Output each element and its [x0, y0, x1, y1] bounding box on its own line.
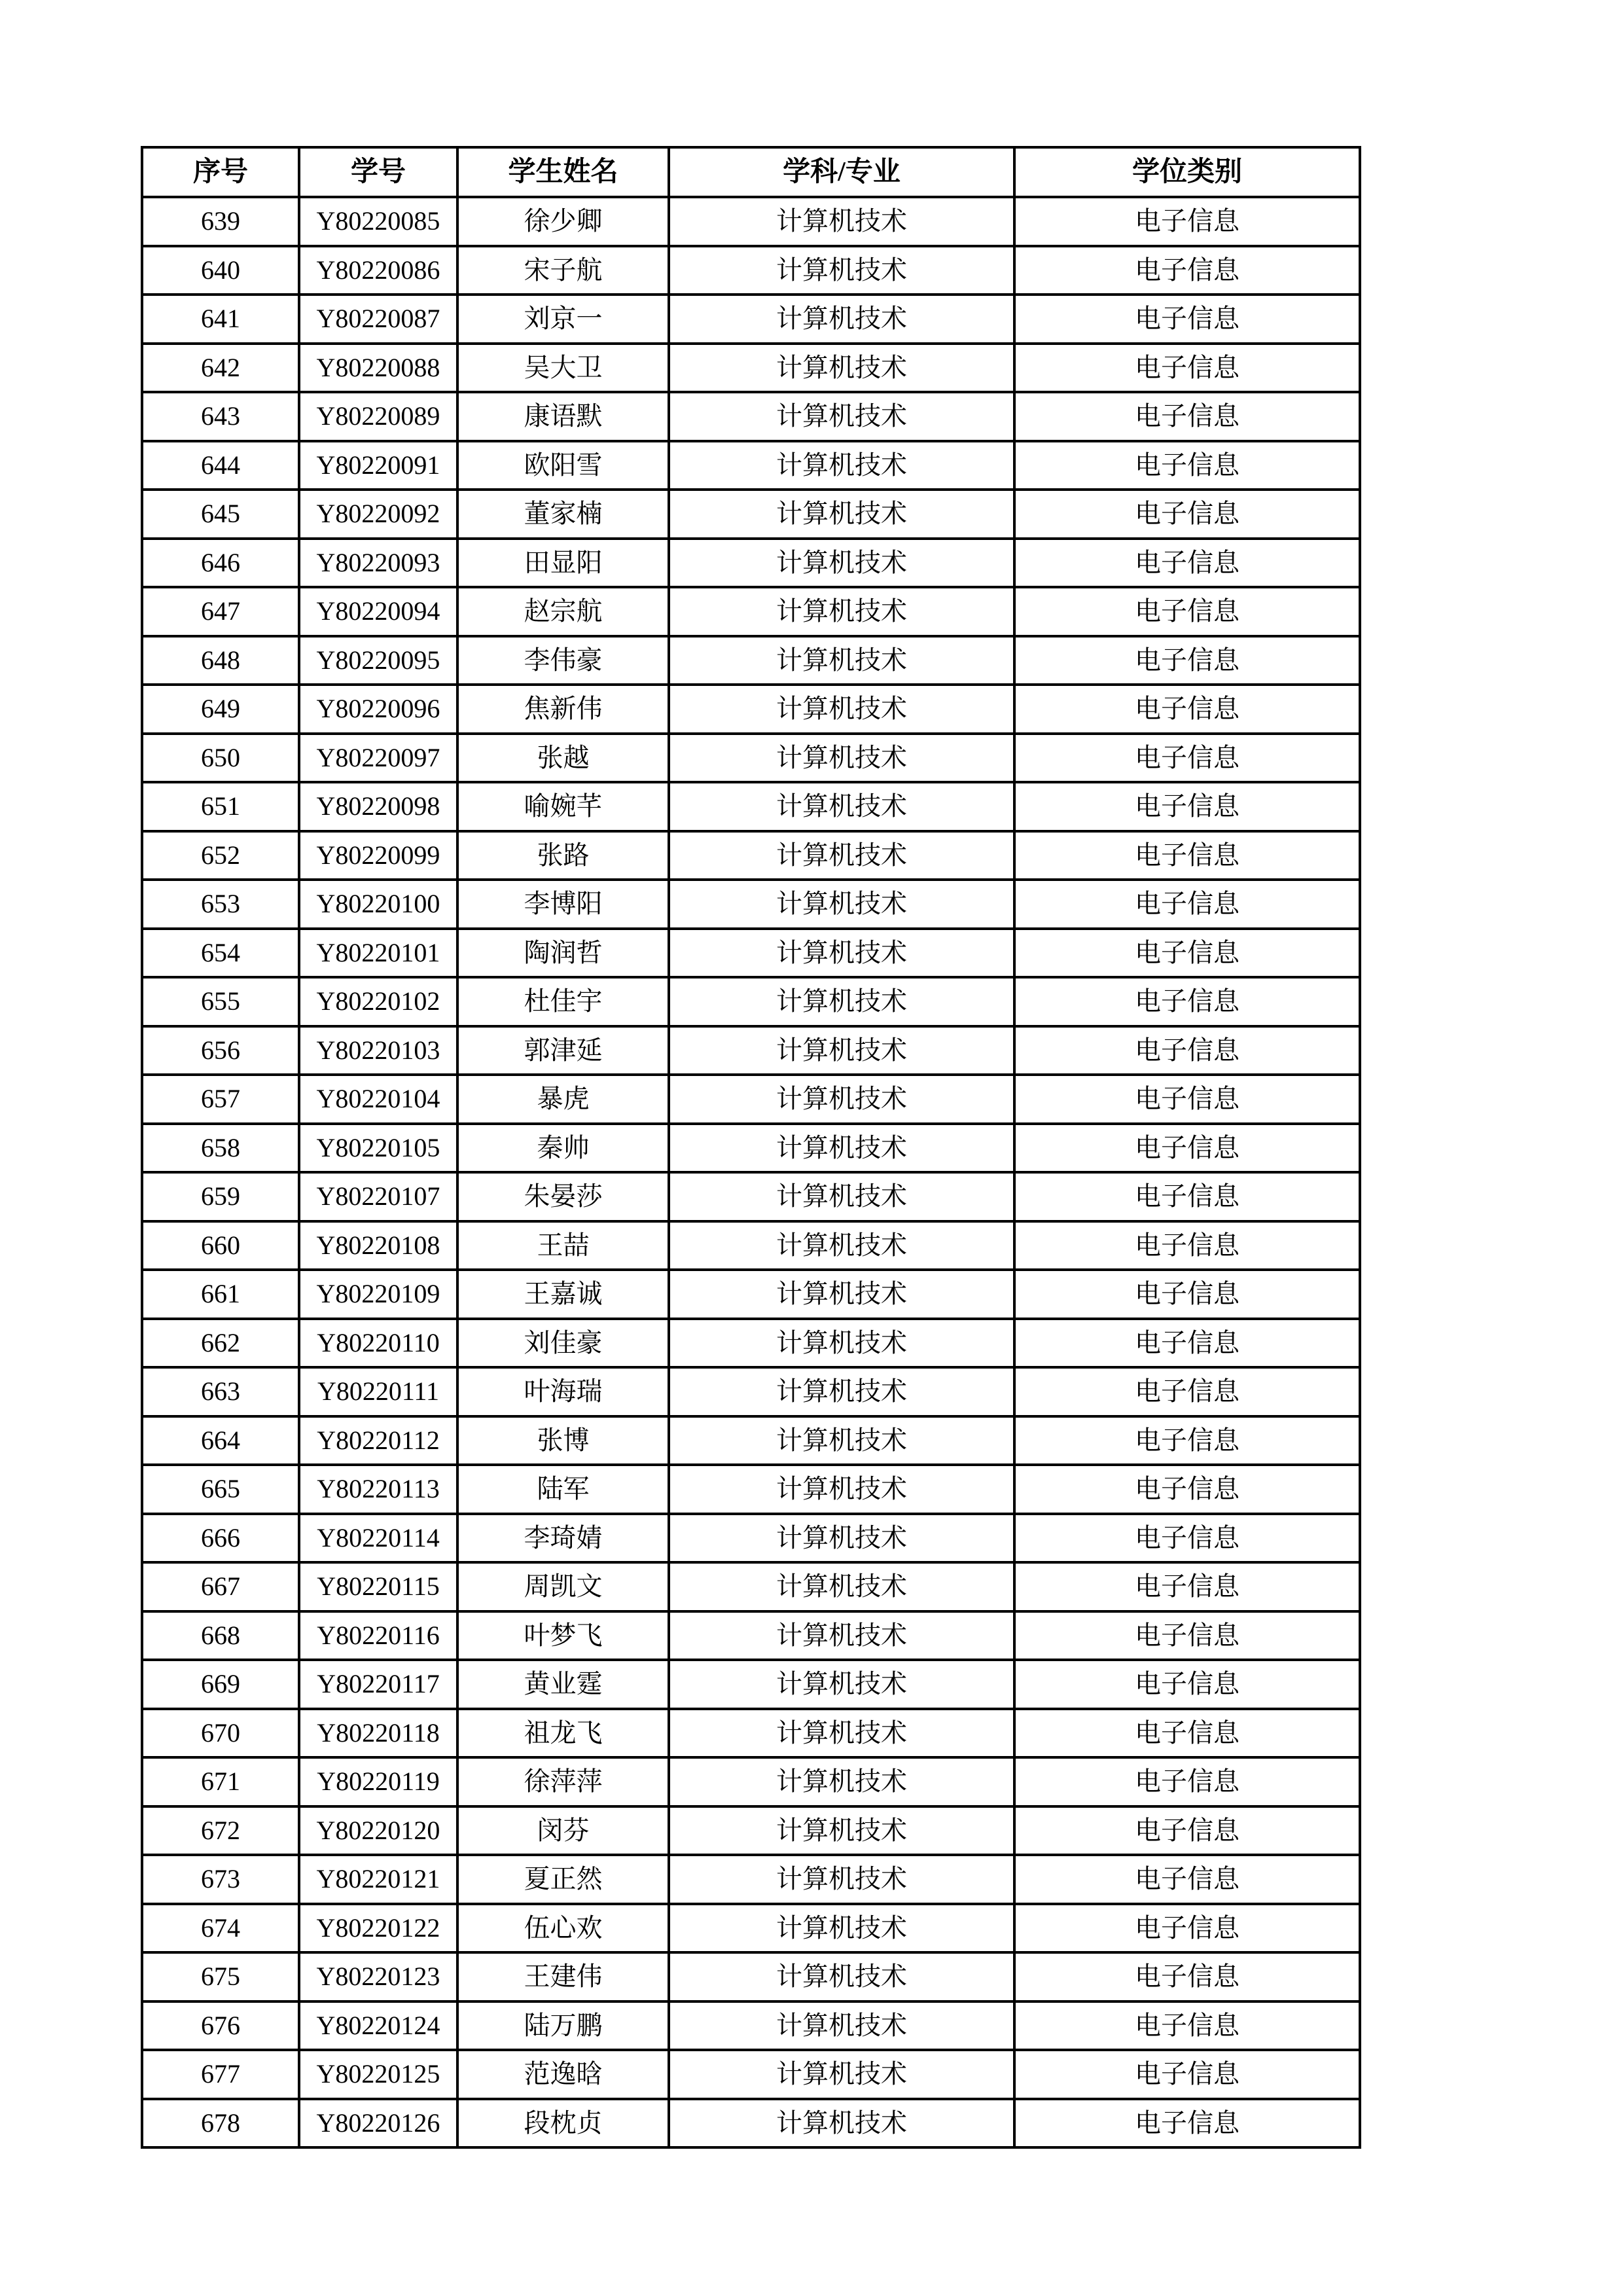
degree-cell: 电子信息 — [1014, 1855, 1360, 1904]
degree-cell: 电子信息 — [1014, 295, 1360, 344]
student-name-cell: 康语默 — [457, 392, 669, 441]
table-row — [142, 1611, 1360, 1660]
major-cell: 计算机技术 — [669, 490, 1014, 539]
student-name-cell: 喻婉芊 — [457, 782, 669, 831]
table-row — [142, 880, 1360, 929]
student-name-cell: 张越 — [457, 734, 669, 783]
student-name-cell: 张路 — [457, 831, 669, 880]
table-row — [142, 392, 1360, 441]
degree-cell: 电子信息 — [1014, 1806, 1360, 1856]
table-row — [142, 1904, 1360, 1953]
student-id-cell: Y80220102 — [299, 977, 457, 1026]
major-cell: 计算机技术 — [669, 1075, 1014, 1124]
table-row — [142, 2050, 1360, 2099]
major-cell: 计算机技术 — [669, 1806, 1014, 1856]
degree-cell: 电子信息 — [1014, 831, 1360, 880]
degree-cell: 电子信息 — [1014, 2099, 1360, 2148]
serial-cell: 648 — [142, 636, 299, 685]
column-header-student-name: 学生姓名 — [457, 147, 669, 197]
student-id-cell: Y80220113 — [299, 1465, 457, 1514]
degree-cell: 电子信息 — [1014, 782, 1360, 831]
table-row — [142, 490, 1360, 539]
serial-cell: 651 — [142, 782, 299, 831]
student-name-cell: 祖龙飞 — [457, 1709, 669, 1758]
table-row — [142, 782, 1360, 831]
student-name-cell: 范逸晗 — [457, 2050, 669, 2099]
degree-cell: 电子信息 — [1014, 2001, 1360, 2051]
table-row — [142, 734, 1360, 783]
major-cell: 计算机技术 — [669, 977, 1014, 1026]
student-id-cell: Y80220121 — [299, 1855, 457, 1904]
major-cell: 计算机技术 — [669, 587, 1014, 636]
major-cell: 计算机技术 — [669, 734, 1014, 783]
major-cell: 计算机技术 — [669, 246, 1014, 295]
major-cell: 计算机技术 — [669, 441, 1014, 490]
major-cell: 计算机技术 — [669, 392, 1014, 441]
student-name-cell: 暴虎 — [457, 1075, 669, 1124]
degree-cell: 电子信息 — [1014, 197, 1360, 246]
major-cell: 计算机技术 — [669, 1465, 1014, 1514]
major-cell: 计算机技术 — [669, 295, 1014, 344]
major-cell: 计算机技术 — [669, 1124, 1014, 1173]
student-id-cell: Y80220122 — [299, 1904, 457, 1953]
student-id-cell: Y80220098 — [299, 782, 457, 831]
major-cell: 计算机技术 — [669, 636, 1014, 685]
serial-cell: 675 — [142, 1952, 299, 2001]
student-id-cell: Y80220085 — [299, 197, 457, 246]
table-row — [142, 1416, 1360, 1465]
student-list-table — [141, 146, 1361, 2149]
table-row — [142, 1709, 1360, 1758]
student-id-cell: Y80220119 — [299, 1757, 457, 1806]
serial-cell: 659 — [142, 1172, 299, 1221]
student-id-cell: Y80220120 — [299, 1806, 457, 1856]
student-id-cell: Y80220110 — [299, 1319, 457, 1368]
student-id-cell: Y80220087 — [299, 295, 457, 344]
table-row — [142, 539, 1360, 588]
student-name-cell: 段枕贞 — [457, 2099, 669, 2148]
serial-cell: 664 — [142, 1416, 299, 1465]
serial-cell: 672 — [142, 1806, 299, 1856]
degree-cell: 电子信息 — [1014, 685, 1360, 734]
table-row — [142, 344, 1360, 393]
student-name-cell: 赵宗航 — [457, 587, 669, 636]
table-row — [142, 197, 1360, 246]
table-row — [142, 295, 1360, 344]
serial-cell: 640 — [142, 246, 299, 295]
student-id-cell: Y80220096 — [299, 685, 457, 734]
student-id-cell: Y80220108 — [299, 1221, 457, 1270]
serial-cell: 639 — [142, 197, 299, 246]
student-name-cell: 杜佳宇 — [457, 977, 669, 1026]
serial-cell: 653 — [142, 880, 299, 929]
degree-cell: 电子信息 — [1014, 1172, 1360, 1221]
degree-cell: 电子信息 — [1014, 1416, 1360, 1465]
table-row — [142, 1172, 1360, 1221]
degree-cell: 电子信息 — [1014, 977, 1360, 1026]
student-name-cell: 吴大卫 — [457, 344, 669, 393]
serial-cell: 666 — [142, 1514, 299, 1563]
degree-cell: 电子信息 — [1014, 344, 1360, 393]
student-name-cell: 朱晏莎 — [457, 1172, 669, 1221]
degree-cell: 电子信息 — [1014, 441, 1360, 490]
student-name-cell: 徐少卿 — [457, 197, 669, 246]
serial-cell: 674 — [142, 1904, 299, 1953]
student-id-cell: Y80220103 — [299, 1026, 457, 1075]
student-name-cell: 陶润哲 — [457, 929, 669, 978]
student-name-cell: 田显阳 — [457, 539, 669, 588]
student-name-cell: 夏正然 — [457, 1855, 669, 1904]
serial-cell: 673 — [142, 1855, 299, 1904]
table-row — [142, 1806, 1360, 1856]
student-name-cell: 焦新伟 — [457, 685, 669, 734]
student-name-cell: 叶海瑞 — [457, 1367, 669, 1416]
student-id-cell: Y80220125 — [299, 2050, 457, 2099]
table-row — [142, 1221, 1360, 1270]
table-row — [142, 1124, 1360, 1173]
student-id-cell: Y80220107 — [299, 1172, 457, 1221]
student-name-cell: 周凯文 — [457, 1562, 669, 1611]
student-name-cell: 黄业霆 — [457, 1660, 669, 1709]
degree-cell: 电子信息 — [1014, 1124, 1360, 1173]
degree-cell: 电子信息 — [1014, 1319, 1360, 1368]
major-cell: 计算机技术 — [669, 1952, 1014, 2001]
student-id-cell: Y80220109 — [299, 1270, 457, 1319]
student-name-cell: 欧阳雪 — [457, 441, 669, 490]
student-name-cell: 李伟豪 — [457, 636, 669, 685]
degree-cell: 电子信息 — [1014, 1026, 1360, 1075]
table-row — [142, 977, 1360, 1026]
degree-cell: 电子信息 — [1014, 1952, 1360, 2001]
column-header-major: 学科/专业 — [669, 147, 1014, 197]
degree-cell: 电子信息 — [1014, 1465, 1360, 1514]
serial-cell: 655 — [142, 977, 299, 1026]
column-header-degree-type: 学位类别 — [1014, 147, 1360, 197]
serial-cell: 644 — [142, 441, 299, 490]
table-row — [142, 1952, 1360, 2001]
major-cell: 计算机技术 — [669, 2050, 1014, 2099]
student-name-cell: 张博 — [457, 1416, 669, 1465]
student-id-cell: Y80220094 — [299, 587, 457, 636]
serial-cell: 677 — [142, 2050, 299, 2099]
serial-cell: 669 — [142, 1660, 299, 1709]
degree-cell: 电子信息 — [1014, 539, 1360, 588]
table-row — [142, 1075, 1360, 1124]
table-row — [142, 587, 1360, 636]
serial-cell: 676 — [142, 2001, 299, 2051]
student-name-cell: 宋子航 — [457, 246, 669, 295]
student-id-cell: Y80220115 — [299, 1562, 457, 1611]
student-id-cell: Y80220124 — [299, 2001, 457, 2051]
table-row — [142, 1757, 1360, 1806]
serial-cell: 646 — [142, 539, 299, 588]
table-row — [142, 1026, 1360, 1075]
serial-cell: 652 — [142, 831, 299, 880]
student-name-cell: 董家楠 — [457, 490, 669, 539]
major-cell: 计算机技术 — [669, 782, 1014, 831]
degree-cell: 电子信息 — [1014, 1075, 1360, 1124]
table-header-row — [142, 147, 1360, 197]
degree-cell: 电子信息 — [1014, 929, 1360, 978]
major-cell: 计算机技术 — [669, 2001, 1014, 2051]
major-cell: 计算机技术 — [669, 1562, 1014, 1611]
degree-cell: 电子信息 — [1014, 734, 1360, 783]
table-row — [142, 1562, 1360, 1611]
student-name-cell: 叶梦飞 — [457, 1611, 669, 1660]
major-cell: 计算机技术 — [669, 2099, 1014, 2148]
degree-cell: 电子信息 — [1014, 392, 1360, 441]
major-cell: 计算机技术 — [669, 1855, 1014, 1904]
degree-cell: 电子信息 — [1014, 1757, 1360, 1806]
major-cell: 计算机技术 — [669, 1757, 1014, 1806]
degree-cell: 电子信息 — [1014, 880, 1360, 929]
serial-cell: 649 — [142, 685, 299, 734]
table-row — [142, 2099, 1360, 2148]
student-name-cell: 李博阳 — [457, 880, 669, 929]
student-name-cell: 李琦婧 — [457, 1514, 669, 1563]
major-cell: 计算机技术 — [669, 831, 1014, 880]
major-cell: 计算机技术 — [669, 1709, 1014, 1758]
serial-cell: 658 — [142, 1124, 299, 1173]
major-cell: 计算机技术 — [669, 1026, 1014, 1075]
table-row — [142, 1270, 1360, 1319]
student-id-cell: Y80220091 — [299, 441, 457, 490]
major-cell: 计算机技术 — [669, 1221, 1014, 1270]
student-id-cell: Y80220097 — [299, 734, 457, 783]
student-id-cell: Y80220100 — [299, 880, 457, 929]
degree-cell: 电子信息 — [1014, 1221, 1360, 1270]
student-name-cell: 刘佳豪 — [457, 1319, 669, 1368]
student-id-cell: Y80220112 — [299, 1416, 457, 1465]
table-row — [142, 1319, 1360, 1368]
degree-cell: 电子信息 — [1014, 1514, 1360, 1563]
degree-cell: 电子信息 — [1014, 1709, 1360, 1758]
student-id-cell: Y80220088 — [299, 344, 457, 393]
table-row — [142, 929, 1360, 978]
student-name-cell: 闵芬 — [457, 1806, 669, 1856]
degree-cell: 电子信息 — [1014, 1660, 1360, 1709]
serial-cell: 641 — [142, 295, 299, 344]
major-cell: 计算机技术 — [669, 1904, 1014, 1953]
table-header — [142, 147, 1360, 197]
major-cell: 计算机技术 — [669, 1319, 1014, 1368]
student-id-cell: Y80220117 — [299, 1660, 457, 1709]
serial-cell: 668 — [142, 1611, 299, 1660]
student-id-cell: Y80220111 — [299, 1367, 457, 1416]
major-cell: 计算机技术 — [669, 1611, 1014, 1660]
student-name-cell: 伍心欢 — [457, 1904, 669, 1953]
table-row — [142, 246, 1360, 295]
table-row — [142, 1514, 1360, 1563]
degree-cell: 电子信息 — [1014, 246, 1360, 295]
student-name-cell: 郭津延 — [457, 1026, 669, 1075]
table-row — [142, 1465, 1360, 1514]
major-cell: 计算机技术 — [669, 1172, 1014, 1221]
degree-cell: 电子信息 — [1014, 2050, 1360, 2099]
major-cell: 计算机技术 — [669, 344, 1014, 393]
degree-cell: 电子信息 — [1014, 490, 1360, 539]
major-cell: 计算机技术 — [669, 1367, 1014, 1416]
student-name-cell: 徐萍萍 — [457, 1757, 669, 1806]
student-id-cell: Y80220086 — [299, 246, 457, 295]
major-cell: 计算机技术 — [669, 1514, 1014, 1563]
serial-cell: 670 — [142, 1709, 299, 1758]
degree-cell: 电子信息 — [1014, 1562, 1360, 1611]
serial-cell: 657 — [142, 1075, 299, 1124]
major-cell: 计算机技术 — [669, 1416, 1014, 1465]
table-row — [142, 2001, 1360, 2051]
serial-cell: 665 — [142, 1465, 299, 1514]
student-id-cell: Y80220095 — [299, 636, 457, 685]
serial-cell: 647 — [142, 587, 299, 636]
student-id-cell: Y80220116 — [299, 1611, 457, 1660]
student-name-cell: 王嘉诚 — [457, 1270, 669, 1319]
degree-cell: 电子信息 — [1014, 1904, 1360, 1953]
student-name-cell: 王喆 — [457, 1221, 669, 1270]
major-cell: 计算机技术 — [669, 197, 1014, 246]
column-header-student-id: 学号 — [299, 147, 457, 197]
table-row — [142, 636, 1360, 685]
serial-cell: 654 — [142, 929, 299, 978]
student-id-cell: Y80220092 — [299, 490, 457, 539]
serial-cell: 645 — [142, 490, 299, 539]
serial-cell: 667 — [142, 1562, 299, 1611]
student-id-cell: Y80220123 — [299, 1952, 457, 2001]
serial-cell: 671 — [142, 1757, 299, 1806]
table-row — [142, 1855, 1360, 1904]
student-id-cell: Y80220099 — [299, 831, 457, 880]
student-table-body — [142, 197, 1360, 2147]
student-id-cell: Y80220105 — [299, 1124, 457, 1173]
student-name-cell: 刘京一 — [457, 295, 669, 344]
major-cell: 计算机技术 — [669, 685, 1014, 734]
serial-cell: 662 — [142, 1319, 299, 1368]
table-row — [142, 1660, 1360, 1709]
student-id-cell: Y80220093 — [299, 539, 457, 588]
student-id-cell: Y80220114 — [299, 1514, 457, 1563]
table-row — [142, 1367, 1360, 1416]
degree-cell: 电子信息 — [1014, 1367, 1360, 1416]
serial-cell: 656 — [142, 1026, 299, 1075]
degree-cell: 电子信息 — [1014, 1270, 1360, 1319]
serial-cell: 660 — [142, 1221, 299, 1270]
student-id-cell: Y80220118 — [299, 1709, 457, 1758]
serial-cell: 642 — [142, 344, 299, 393]
major-cell: 计算机技术 — [669, 539, 1014, 588]
table-row — [142, 441, 1360, 490]
degree-cell: 电子信息 — [1014, 1611, 1360, 1660]
student-name-cell: 秦帅 — [457, 1124, 669, 1173]
major-cell: 计算机技术 — [669, 880, 1014, 929]
major-cell: 计算机技术 — [669, 1270, 1014, 1319]
table-row — [142, 685, 1360, 734]
student-id-cell: Y80220104 — [299, 1075, 457, 1124]
degree-cell: 电子信息 — [1014, 636, 1360, 685]
degree-cell: 电子信息 — [1014, 587, 1360, 636]
column-header-serial: 序号 — [142, 147, 299, 197]
student-name-cell: 陆万鹏 — [457, 2001, 669, 2051]
student-id-cell: Y80220126 — [299, 2099, 457, 2148]
major-cell: 计算机技术 — [669, 1660, 1014, 1709]
table-row — [142, 831, 1360, 880]
student-name-cell: 陆军 — [457, 1465, 669, 1514]
serial-cell: 678 — [142, 2099, 299, 2148]
student-id-cell: Y80220101 — [299, 929, 457, 978]
major-cell: 计算机技术 — [669, 929, 1014, 978]
serial-cell: 650 — [142, 734, 299, 783]
student-name-cell: 王建伟 — [457, 1952, 669, 2001]
serial-cell: 661 — [142, 1270, 299, 1319]
serial-cell: 643 — [142, 392, 299, 441]
serial-cell: 663 — [142, 1367, 299, 1416]
student-id-cell: Y80220089 — [299, 392, 457, 441]
